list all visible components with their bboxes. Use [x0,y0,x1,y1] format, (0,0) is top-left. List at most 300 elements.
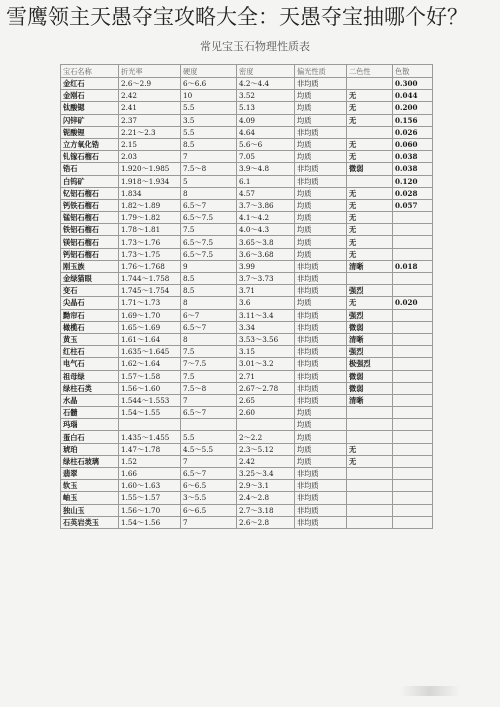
refractive-index-cell: 1.435～1.455 [119,431,181,443]
refractive-index-cell: 1.73～1.76 [119,236,181,248]
polarization-cell: 非均质 [295,370,347,382]
hardness-cell: 8 [181,297,237,309]
table-row [61,90,433,102]
dispersion-cell: 0.057 [393,199,433,211]
table-row [61,407,433,419]
dispersion-cell [393,492,433,504]
density-cell: 3.6 [237,297,295,309]
density-cell: 3.34 [237,321,295,333]
dispersion-cell: 0.038 [393,163,433,175]
table-row [61,273,433,285]
gem-name-cell: 钙铁石榴石 [61,199,119,211]
gem-name-cell: 钆镓石榴石 [61,151,119,163]
hardness-cell: 7～7.5 [181,358,237,370]
pleochroism-cell: 清晰 [347,394,393,406]
hardness-cell: 6.5～7.5 [181,236,237,248]
density-cell: 2.42 [237,455,295,467]
density-cell: 3.7～3.73 [237,273,295,285]
pleochroism-cell: 强烈 [347,309,393,321]
table-row [61,504,433,516]
gem-name-cell: 铁铝石榴石 [61,224,119,236]
refractive-index-cell: 1.834 [119,187,181,199]
pleochroism-cell: 无 [347,297,393,309]
polarization-cell: 均质 [295,199,347,211]
dispersion-cell [393,443,433,455]
refractive-index-cell: 1.69～1.70 [119,309,181,321]
table-row [61,516,433,528]
pleochroism-cell: 无 [347,236,393,248]
hardness-cell: 7.5 [181,346,237,358]
gem-name-cell: 岫玉 [61,492,119,504]
gem-name-cell: 石英岩类玉 [61,516,119,528]
table-row [61,187,433,199]
polarization-cell: 非均质 [295,504,347,516]
table-row [61,78,433,90]
density-cell: 2.65 [237,394,295,406]
hardness-cell: 6.5～7 [181,321,237,333]
dispersion-cell [393,333,433,345]
density-cell: 3.25～3.4 [237,468,295,480]
gem-name-cell: 红柱石 [61,346,119,358]
table-row [61,102,433,114]
dispersion-cell [393,346,433,358]
dispersion-cell [393,419,433,431]
table-row [61,199,433,211]
hardness-cell: 6～6.5 [181,480,237,492]
polarization-cell: 非均质 [295,321,347,333]
polarization-cell: 均质 [295,455,347,467]
table-row [61,248,433,260]
hardness-cell: 6～6.5 [181,504,237,516]
page-headline: 雪鹰领主天愚夺宝攻略大全：天愚夺宝抽哪个好？ [6,5,468,29]
pleochroism-cell: 无 [347,224,393,236]
polarization-cell: 均质 [295,90,347,102]
density-cell: 4.64 [237,126,295,138]
hardness-cell: 6～7 [181,309,237,321]
refractive-index-cell: 1.920～1.985 [119,163,181,175]
gem-name-cell: 橄榄石 [61,321,119,333]
column-header: 硬度 [181,65,237,78]
dispersion-cell: 0.200 [393,102,433,114]
table-row [61,212,433,224]
density-cell: 2.67～2.78 [237,382,295,394]
table-title: 常见宝玉石物理性质表 [200,40,310,53]
table-row [61,297,433,309]
dispersion-cell: 0.028 [393,187,433,199]
gem-name-cell: 独山玉 [61,504,119,516]
table-row [61,333,433,345]
hardness-cell: 7 [181,394,237,406]
table-row [61,419,433,431]
refractive-index-cell: 1.66 [119,468,181,480]
polarization-cell: 非均质 [295,309,347,321]
density-cell: 3.9～4.8 [237,163,295,175]
refractive-index-cell: 2.37 [119,114,181,126]
polarization-cell: 均质 [295,443,347,455]
density-cell: 4.09 [237,114,295,126]
table-header-row [61,65,433,78]
dispersion-cell [393,224,433,236]
hardness-cell: 7.5 [181,224,237,236]
hardness-cell: 8.5 [181,273,237,285]
polarization-cell: 均质 [295,187,347,199]
dispersion-cell: 0.038 [393,151,433,163]
dispersion-cell [393,370,433,382]
hardness-cell [181,419,237,431]
gem-name-cell: 水晶 [61,394,119,406]
density-cell: 2.7～3.18 [237,504,295,516]
refractive-index-cell: 1.52 [119,455,181,467]
dispersion-cell [393,321,433,333]
refractive-index-cell: 1.745～1.754 [119,285,181,297]
dispersion-cell: 0.026 [393,126,433,138]
table-row [61,163,433,175]
hardness-cell: 6.5～7.5 [181,248,237,260]
dispersion-cell [393,358,433,370]
density-cell: 2～2.2 [237,431,295,443]
gem-name-cell: 黝帘石 [61,309,119,321]
column-header: 密度 [237,65,295,78]
density-cell: 3.7～3.86 [237,199,295,211]
pleochroism-cell [347,407,393,419]
refractive-index-cell: 1.78～1.81 [119,224,181,236]
density-cell: 4.1～4.2 [237,212,295,224]
density-cell: 5.6～6 [237,138,295,150]
hardness-cell: 8.5 [181,138,237,150]
hardness-cell: 7.5～8 [181,382,237,394]
refractive-index-cell: 1.71～1.73 [119,297,181,309]
polarization-cell: 均质 [295,151,347,163]
refractive-index-cell: 2.42 [119,90,181,102]
dispersion-cell [393,480,433,492]
gem-name-cell: 绿柱石玻璃 [61,455,119,467]
table-row [61,309,433,321]
column-header: 宝石名称 [61,65,119,78]
refractive-index-cell: 1.55～1.57 [119,492,181,504]
gem-name-cell: 锆石 [61,163,119,175]
pleochroism-cell [347,175,393,187]
gem-name-cell: 钇铝石榴石 [61,187,119,199]
table-row [61,370,433,382]
density-cell: 4.57 [237,187,295,199]
pleochroism-cell: 无 [347,102,393,114]
gem-name-cell: 黄玉 [61,333,119,345]
dispersion-cell [393,382,433,394]
pleochroism-cell: 微弱 [347,163,393,175]
refractive-index-cell: 1.56～1.70 [119,504,181,516]
pleochroism-cell: 无 [347,248,393,260]
refractive-index-cell: 1.54～1.55 [119,407,181,419]
polarization-cell: 非均质 [295,358,347,370]
table-row [61,443,433,455]
table-row [61,224,433,236]
pleochroism-cell [347,504,393,516]
polarization-cell: 非均质 [295,516,347,528]
pleochroism-cell: 无 [347,151,393,163]
table-row [61,468,433,480]
pleochroism-cell [347,516,393,528]
hardness-cell: 8.5 [181,285,237,297]
pleochroism-cell [347,480,393,492]
pleochroism-cell [347,419,393,431]
refractive-index-cell: 1.744～1.758 [119,273,181,285]
dispersion-cell [393,516,433,528]
density-cell: 3.15 [237,346,295,358]
polarization-cell: 非均质 [295,333,347,345]
density-cell: 3.6～3.68 [237,248,295,260]
refractive-index-cell: 1.61～1.64 [119,333,181,345]
pleochroism-cell: 无 [347,455,393,467]
density-cell: 3.11～3.4 [237,309,295,321]
density-cell: 2.3～5.12 [237,443,295,455]
hardness-cell: 9 [181,260,237,272]
gem-name-cell: 祖母绿 [61,370,119,382]
dispersion-cell: 0.018 [393,260,433,272]
polarization-cell: 非均质 [295,394,347,406]
hardness-cell: 3.5 [181,114,237,126]
pleochroism-cell: 清晰 [347,260,393,272]
hardness-cell: 6～6.6 [181,78,237,90]
density-cell: 3.65～3.8 [237,236,295,248]
pleochroism-cell: 强烈 [347,285,393,297]
table-row [61,321,433,333]
hardness-cell: 7.5～8 [181,163,237,175]
hardness-cell: 6.5～7 [181,468,237,480]
polarization-cell: 非均质 [295,382,347,394]
dispersion-cell [393,248,433,260]
pleochroism-cell: 微弱 [347,382,393,394]
refractive-index-cell: 2.6～2.9 [119,78,181,90]
polarization-cell: 均质 [295,114,347,126]
density-cell: 2.71 [237,370,295,382]
dispersion-cell [393,468,433,480]
density-cell: 6.1 [237,175,295,187]
table-row [61,346,433,358]
hardness-cell: 3～5.5 [181,492,237,504]
table-row [61,480,433,492]
refractive-index-cell: 1.918～1.934 [119,175,181,187]
pleochroism-cell: 无 [347,443,393,455]
table-row [61,455,433,467]
dispersion-cell: 0.020 [393,297,433,309]
polarization-cell: 非均质 [295,273,347,285]
table-row [61,138,433,150]
pleochroism-cell [347,431,393,443]
hardness-cell: 7.5 [181,370,237,382]
dispersion-cell: 0.156 [393,114,433,126]
gem-name-cell: 绿柱石类 [61,382,119,394]
hardness-cell: 5.5 [181,126,237,138]
hardness-cell: 5.5 [181,102,237,114]
column-header: 色散 [393,65,433,78]
pleochroism-cell: 微弱 [347,370,393,382]
column-header: 偏光性质 [295,65,347,78]
gem-name-cell: 石髓 [61,407,119,419]
gem-name-cell: 钙铝石榴石 [61,248,119,260]
hardness-cell: 8 [181,333,237,345]
refractive-index-cell [119,419,181,431]
refractive-index-cell: 1.635～1.645 [119,346,181,358]
gem-name-cell: 锰铝石榴石 [61,212,119,224]
table-row [61,151,433,163]
pleochroism-cell [347,273,393,285]
pleochroism-cell: 无 [347,199,393,211]
dispersion-cell [393,273,433,285]
refractive-index-cell: 1.54～1.56 [119,516,181,528]
density-cell: 7.05 [237,151,295,163]
gem-name-cell: 白钨矿 [61,175,119,187]
dispersion-cell [393,236,433,248]
table-row [61,260,433,272]
polarization-cell: 均质 [295,431,347,443]
polarization-cell: 均质 [295,102,347,114]
refractive-index-cell: 1.57～1.58 [119,370,181,382]
refractive-index-cell: 2.03 [119,151,181,163]
refractive-index-cell: 2.41 [119,102,181,114]
hardness-cell: 6.5～7 [181,199,237,211]
hardness-cell: 8 [181,187,237,199]
dispersion-cell: 0.044 [393,90,433,102]
pleochroism-cell: 无 [347,138,393,150]
dispersion-cell [393,407,433,419]
refractive-index-cell: 1.544～1.553 [119,394,181,406]
density-cell: 4.2～4.4 [237,78,295,90]
gem-name-cell: 钛酸锶 [61,102,119,114]
refractive-index-cell: 1.73～1.75 [119,248,181,260]
table-row [61,492,433,504]
polarization-cell: 均质 [295,138,347,150]
hardness-cell: 7 [181,516,237,528]
refractive-index-cell: 2.15 [119,138,181,150]
pleochroism-cell: 无 [347,90,393,102]
polarization-cell: 非均质 [295,492,347,504]
pleochroism-cell [347,126,393,138]
gem-name-cell: 金刚石 [61,90,119,102]
density-cell: 4.0～4.3 [237,224,295,236]
density-cell: 3.53～3.56 [237,333,295,345]
pleochroism-cell [347,78,393,90]
table-row [61,382,433,394]
polarization-cell: 非均质 [295,163,347,175]
density-cell: 5.13 [237,102,295,114]
pleochroism-cell: 清晰 [347,333,393,345]
table-row [61,114,433,126]
table-body [61,78,433,529]
pleochroism-cell [347,468,393,480]
gem-name-cell: 镁铝石榴石 [61,236,119,248]
hardness-cell: 10 [181,90,237,102]
gem-name-cell: 蛋白石 [61,431,119,443]
hardness-cell: 7 [181,455,237,467]
gem-name-cell: 琥珀 [61,443,119,455]
gem-name-cell: 电气石 [61,358,119,370]
dispersion-cell [393,504,433,516]
polarization-cell: 均质 [295,236,347,248]
refractive-index-cell: 1.76～1.768 [119,260,181,272]
dispersion-cell [393,309,433,321]
polarization-cell: 均质 [295,297,347,309]
table-row [61,236,433,248]
table-row [61,285,433,297]
pleochroism-cell: 强烈 [347,346,393,358]
refractive-index-cell: 1.65～1.69 [119,321,181,333]
table-row [61,175,433,187]
gem-name-cell: 刚玉族 [61,260,119,272]
gem-name-cell: 尖晶石 [61,297,119,309]
table-row [61,431,433,443]
gem-name-cell: 玛瑙 [61,419,119,431]
hardness-cell: 5 [181,175,237,187]
gem-name-cell: 变石 [61,285,119,297]
polarization-cell: 非均质 [295,346,347,358]
density-cell: 2.60 [237,407,295,419]
dispersion-cell: 0.060 [393,138,433,150]
table-row [61,394,433,406]
polarization-cell: 均质 [295,407,347,419]
pleochroism-cell: 微弱 [347,321,393,333]
gem-name-cell: 软玉 [61,480,119,492]
pleochroism-cell: 极强烈 [347,358,393,370]
density-cell: 3.01～3.2 [237,358,295,370]
column-header: 二色性 [347,65,393,78]
polarization-cell: 均质 [295,248,347,260]
dispersion-cell [393,285,433,297]
polarization-cell: 非均质 [295,260,347,272]
polarization-cell: 均质 [295,224,347,236]
density-cell: 3.99 [237,260,295,272]
pleochroism-cell [347,492,393,504]
gem-name-cell: 立方氧化锆 [61,138,119,150]
density-cell [237,419,295,431]
dispersion-cell: 0.300 [393,78,433,90]
density-cell: 2.6～2.8 [237,516,295,528]
polarization-cell: 非均质 [295,480,347,492]
density-cell: 3.71 [237,285,295,297]
refractive-index-cell: 1.60～1.63 [119,480,181,492]
hardness-cell: 7 [181,151,237,163]
hardness-cell: 6.5～7 [181,407,237,419]
density-cell: 2.4～2.8 [237,492,295,504]
refractive-index-cell: 1.56～1.60 [119,382,181,394]
polarization-cell: 非均质 [295,175,347,187]
pleochroism-cell: 无 [347,187,393,199]
column-header: 折光率 [119,65,181,78]
refractive-index-cell: 1.82～1.89 [119,199,181,211]
table-row [61,358,433,370]
gem-name-cell: 铌酸锂 [61,126,119,138]
refractive-index-cell: 1.62～1.64 [119,358,181,370]
refractive-index-cell: 1.79～1.82 [119,212,181,224]
hardness-cell: 6.5～7.5 [181,212,237,224]
pleochroism-cell: 无 [347,212,393,224]
dispersion-cell [393,455,433,467]
watermark-blur [400,686,460,696]
gem-name-cell: 闪锌矿 [61,114,119,126]
dispersion-cell [393,431,433,443]
dispersion-cell [393,212,433,224]
dispersion-cell: 0.120 [393,175,433,187]
pleochroism-cell: 无 [347,114,393,126]
gem-properties-table [60,64,433,529]
polarization-cell: 非均质 [295,468,347,480]
dispersion-cell [393,394,433,406]
polarization-cell: 均质 [295,419,347,431]
polarization-cell: 非均质 [295,78,347,90]
density-cell: 3.52 [237,90,295,102]
gem-name-cell: 金绿猫眼 [61,273,119,285]
density-cell: 2.9～3.1 [237,480,295,492]
polarization-cell: 非均质 [295,126,347,138]
